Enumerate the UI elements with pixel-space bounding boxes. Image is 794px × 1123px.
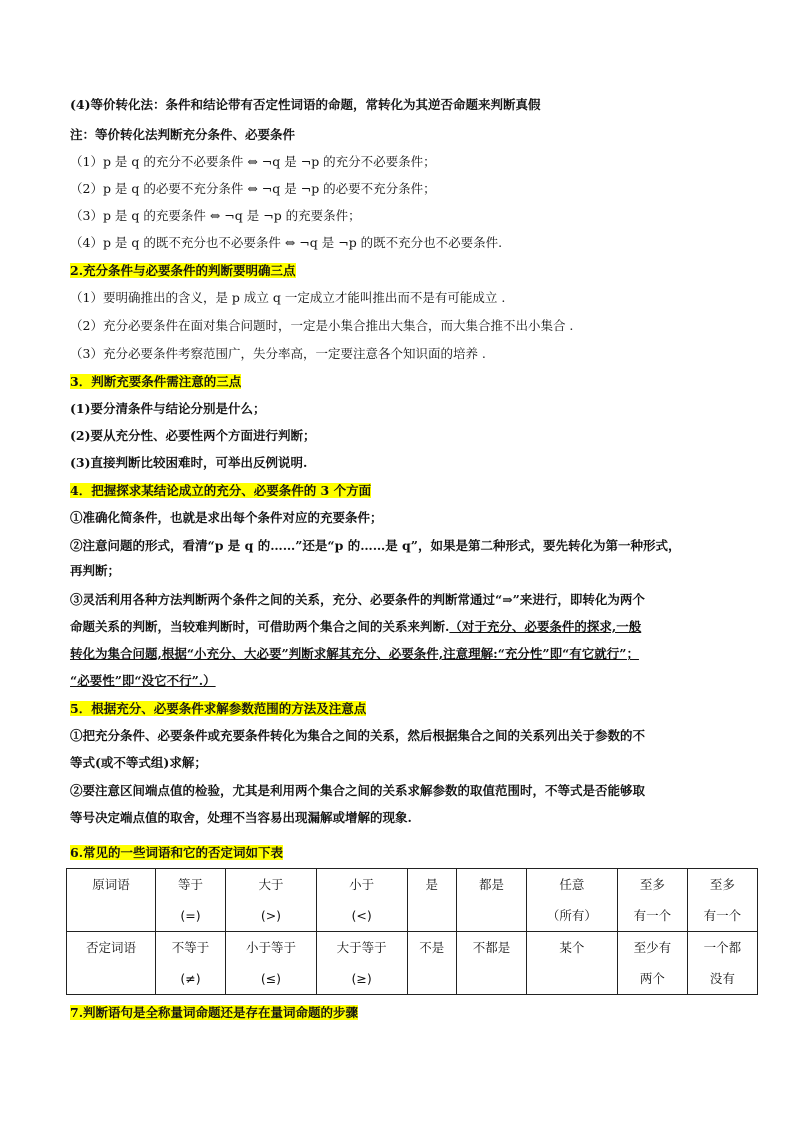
section6-heading: 6.常见的一些词语和它的否定词如下表 [70,845,284,860]
table-cell-text: 没有 [709,971,735,986]
section4b-item-3a: ③灵活利用各种方法判断两个条件之间的关系，充分、必要条件的判断常通过“⇒”来进行，即转化为两个 [70,592,645,607]
section4-heading: (4)等价转化法：条件和结论带有否定性词语的命题，常转化为其逆否命题来判断真假 [70,97,541,112]
table-row [67,932,758,995]
table-cell-text: (≠) [180,971,201,986]
table-cell-text: 不是 [419,940,445,955]
table-cell-text: 有一个 [703,908,742,923]
section7-heading: 7.判断语句是全称量词命题还是存在量词命题的步骤 [70,1005,359,1020]
section4b-item-2a: ②注意问题的形式，看清“p 是 q 的……”还是“p 的……是 q”，如果是第二种形式，要先转化为第一种形式， [70,538,681,553]
equiv-item-4: （4）p 是 q 的既不充分也不必要条件 ⇔ ¬q 是 ¬p 的既不充分也不必要条件. [70,235,503,250]
table-cell-text: (≥) [351,971,372,986]
table-cell-text: 某个 [559,940,585,955]
table-cell-text: 不等于 [171,940,210,955]
table-cell-text: 都是 [479,877,505,892]
table-cell-text: 大于 [258,877,284,892]
section3-heading: 3．判断充要条件需注意的三点 [70,374,242,389]
section4b-item-1: ①准确化简条件，也就是求出每个条件对应的充要条件； [70,510,383,525]
section2-item-2: （2）充分必要条件在面对集合问题时，一定是小集合推出大集合，而大集合推不出小集合 . [70,318,574,333]
table-cell-text: （所有） [546,908,597,923]
section4b-item-3c: 转化为集合问题,根据“小充分、大必要”判断求解其充分、必要条件,注意理解:“充分性”即“有它就行”； [70,646,639,661]
table-cell-text: (≤) [260,971,282,986]
section5-item-2a: ②要注意区间端点值的检验，尤其是利用两个集合之间的关系求解参数的取值范围时，不等式是否能够取 [70,783,646,798]
table-cell [687,932,757,995]
table-cell-text: 至多 [709,877,735,892]
table-cell [316,869,407,932]
table-cell-text: 两个 [639,971,665,986]
table-cell-text: (<) [351,908,372,923]
table-cell [156,869,226,932]
table-cell-text: 一个都 [703,940,742,955]
section5-item-1a: ①把充分条件、必要条件或充要条件转化为集合之间的关系，然后根据集合之间的关系列出关于参数的不 [70,728,646,743]
equiv-item-1: （1）p 是 q 的充分不必要条件 ⇔ ¬q 是 ¬p 的充分不必要条件； [70,154,436,169]
table-cell-text: 至少有 [633,940,672,955]
table-cell [67,869,156,932]
negation-table [66,868,758,995]
section2-item-1: （1）要明确推出的含义，是 p 成立 q 一定成立才能叫推出而不是有可能成立 . [70,290,506,305]
table-cell-text: (>) [260,908,282,923]
table-cell [456,932,526,995]
section2-item-3: （3）充分必要条件考察范围广，失分率高，一定要注意各个知识面的培养 . [70,346,486,361]
table-cell-text: 原词语 [92,877,130,892]
table-cell [687,869,757,932]
section4b-item-3b [70,619,641,635]
table-cell [456,869,526,932]
section5-heading: 5．根据充分、必要条件求解参数范围的方法及注意点 [70,701,367,716]
table-cell [617,869,687,932]
table-cell-text: 等于 [178,877,204,892]
section4b-heading: 4．把握探求某结论成立的充分、必要条件的 3 个方面 [70,483,372,498]
section4b-item-2b: 再判断； [70,563,121,578]
section3-item-2: (2)要从充分性、必要性两个方面进行判断； [70,428,316,443]
table-cell-text: 否定词语 [85,940,136,955]
equiv-item-3: （3）p 是 q 的充要条件 ⇔ ¬q 是 ¬p 的充要条件； [70,208,361,223]
section5-item-2b: 等号决定端点值的取舍，处理不当容易出现漏解或增解的现象. [70,810,412,825]
table-cell-text: 至多 [639,877,665,892]
section2-heading: 2.充分条件与必要条件的判断要明确三点 [70,263,296,278]
section3-item-1: (1)要分清条件与结论分别是什么； [70,401,266,416]
table-cell-text: 大于等于 [336,940,387,955]
table-row [67,869,758,932]
table-cell [407,869,456,932]
section5-item-1b: 等式(或不等式组)求解； [70,755,207,770]
equiv-item-2: （2）p 是 q 的必要不充分条件 ⇔ ¬q 是 ¬p 的必要不充分条件； [70,181,436,196]
table-cell-text: 任意 [559,877,585,892]
table-cell-text: 不都是 [472,940,511,955]
section3-item-3: (3)直接判断比较困难时，可举出反例说明. [70,455,308,470]
table-cell [156,932,226,995]
table-cell [316,932,407,995]
table-cell-text: 小于 [349,877,375,892]
table-cell [527,869,618,932]
table-cell [527,932,618,995]
table-cell [407,932,456,995]
table-cell-text: 有一个 [633,908,672,923]
table-cell-text: 是 [425,877,438,892]
table-cell-text: 小于等于 [245,940,296,955]
table-cell [617,932,687,995]
table-cell [226,932,317,995]
section4b-item-3d: “必要性”即“没它不行”.） [70,673,216,688]
section4b-item-3b-underlined: （对于充分、必要条件的探求,一般 [449,619,642,634]
table-cell [67,932,156,995]
section4b-item-3b-text: 命题关系的判断，当较难判断时，可借助两个集合之间的关系来判断. [70,619,450,634]
note-heading: 注：等价转化法判断充分条件、必要条件 [70,127,296,142]
table-cell-text: (=) [180,908,201,923]
table-cell [226,869,317,932]
